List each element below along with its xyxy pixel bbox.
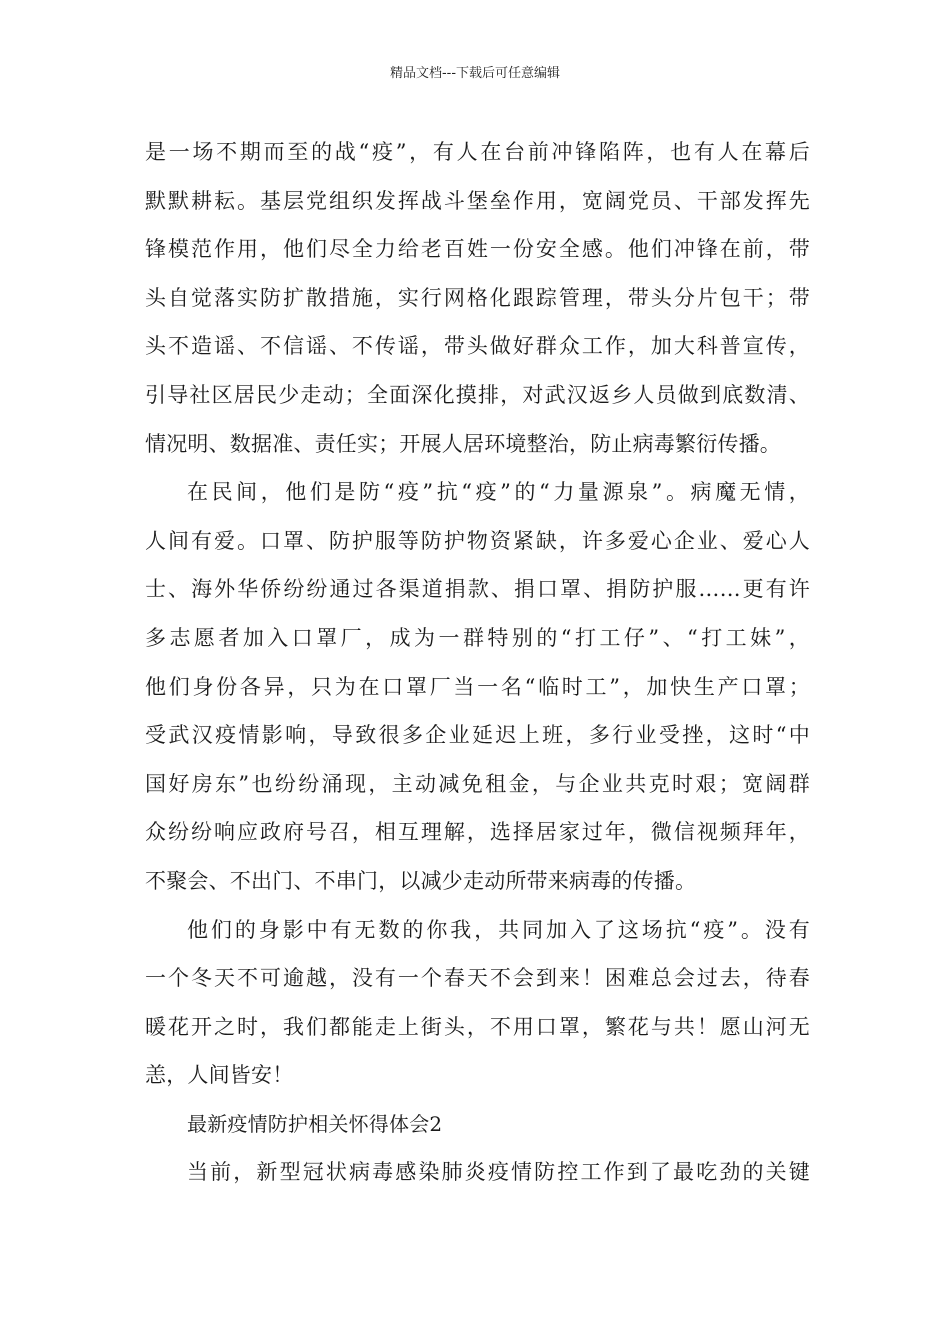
text-line: 人间有爱。口罩、防护服等防护物资紧缺，许多爱心企业、爱心人 bbox=[145, 528, 810, 553]
text-line: 一个冬天不可逾越，没有一个春天不会到来！困难总会过去，待春 bbox=[145, 966, 810, 991]
text-line: 当前，新型冠状病毒感染肺炎疫情防控工作到了最吃劲的关键 bbox=[187, 1160, 810, 1185]
text-line: 锋模范作用，他们尽全力给老百姓一份安全感。他们冲锋在前，带 bbox=[145, 237, 810, 262]
text-line: 情况明、数据准、责任实；开展人居环境整治，防止病毒繁衍传播。 bbox=[145, 431, 781, 456]
text-line: 默默耕耘。基层党组织发挥战斗堡垒作用，宽阔党员、干部发挥先 bbox=[145, 188, 810, 213]
text-line: 国好房东”也纷纷涌现，主动减免租金，与企业共克时艰；宽阔群 bbox=[145, 771, 810, 796]
text-line: 恙，人间皆安！ bbox=[145, 1063, 294, 1088]
text-line: 头不造谣、不信谣、不传谣，带头做好群众工作，加大科普宣传， bbox=[145, 334, 810, 359]
text-line: 不聚会、不出门、不串门，以减少走动所带来病毒的传播。 bbox=[145, 868, 697, 893]
text-line: 在民间，他们是防“疫”抗“疫”的“力量源泉”。病魔无情， bbox=[187, 480, 810, 505]
text-line: 他们身份各异，只为在口罩厂当一名“临时工”，加快生产口罩； bbox=[145, 674, 810, 699]
document-body bbox=[145, 128, 810, 1197]
text-line: 多志愿者加入口罩厂，成为一群特别的“打工仔”、“打工妹”， bbox=[145, 625, 810, 650]
text-line: 他们的身影中有无数的你我，共同加入了这场抗“疫”。没有 bbox=[187, 917, 810, 942]
text-line: 众纷纷响应政府号召，相互理解，选择居家过年，微信视频拜年， bbox=[145, 820, 810, 845]
text-line: 引导社区居民少走动；全面深化摸排，对武汉返乡人员做到底数清、 bbox=[145, 382, 810, 407]
text-line: 暖花开之时，我们都能走上街头，不用口罩，繁花与共！愿山河无 bbox=[145, 1014, 810, 1039]
section-heading: 最新疫情防护相关怀得体会2 bbox=[187, 1111, 443, 1136]
text-line: 头自觉落实防扩散措施，实行网格化跟踪管理，带头分片包干；带 bbox=[145, 285, 810, 310]
text-line: 受武汉疫情影响，导致很多企业延迟上班，多行业受挫，这时“中 bbox=[145, 723, 810, 748]
text-line: 士、海外华侨纷纷通过各渠道捐款、捐口罩、捐防护服……更有许 bbox=[145, 577, 810, 602]
page-header: 精品文档---下载后可任意编辑 bbox=[389, 66, 561, 81]
text-line: 是一场不期而至的战“疫”，有人在台前冲锋陷阵，也有人在幕后 bbox=[145, 140, 810, 164]
